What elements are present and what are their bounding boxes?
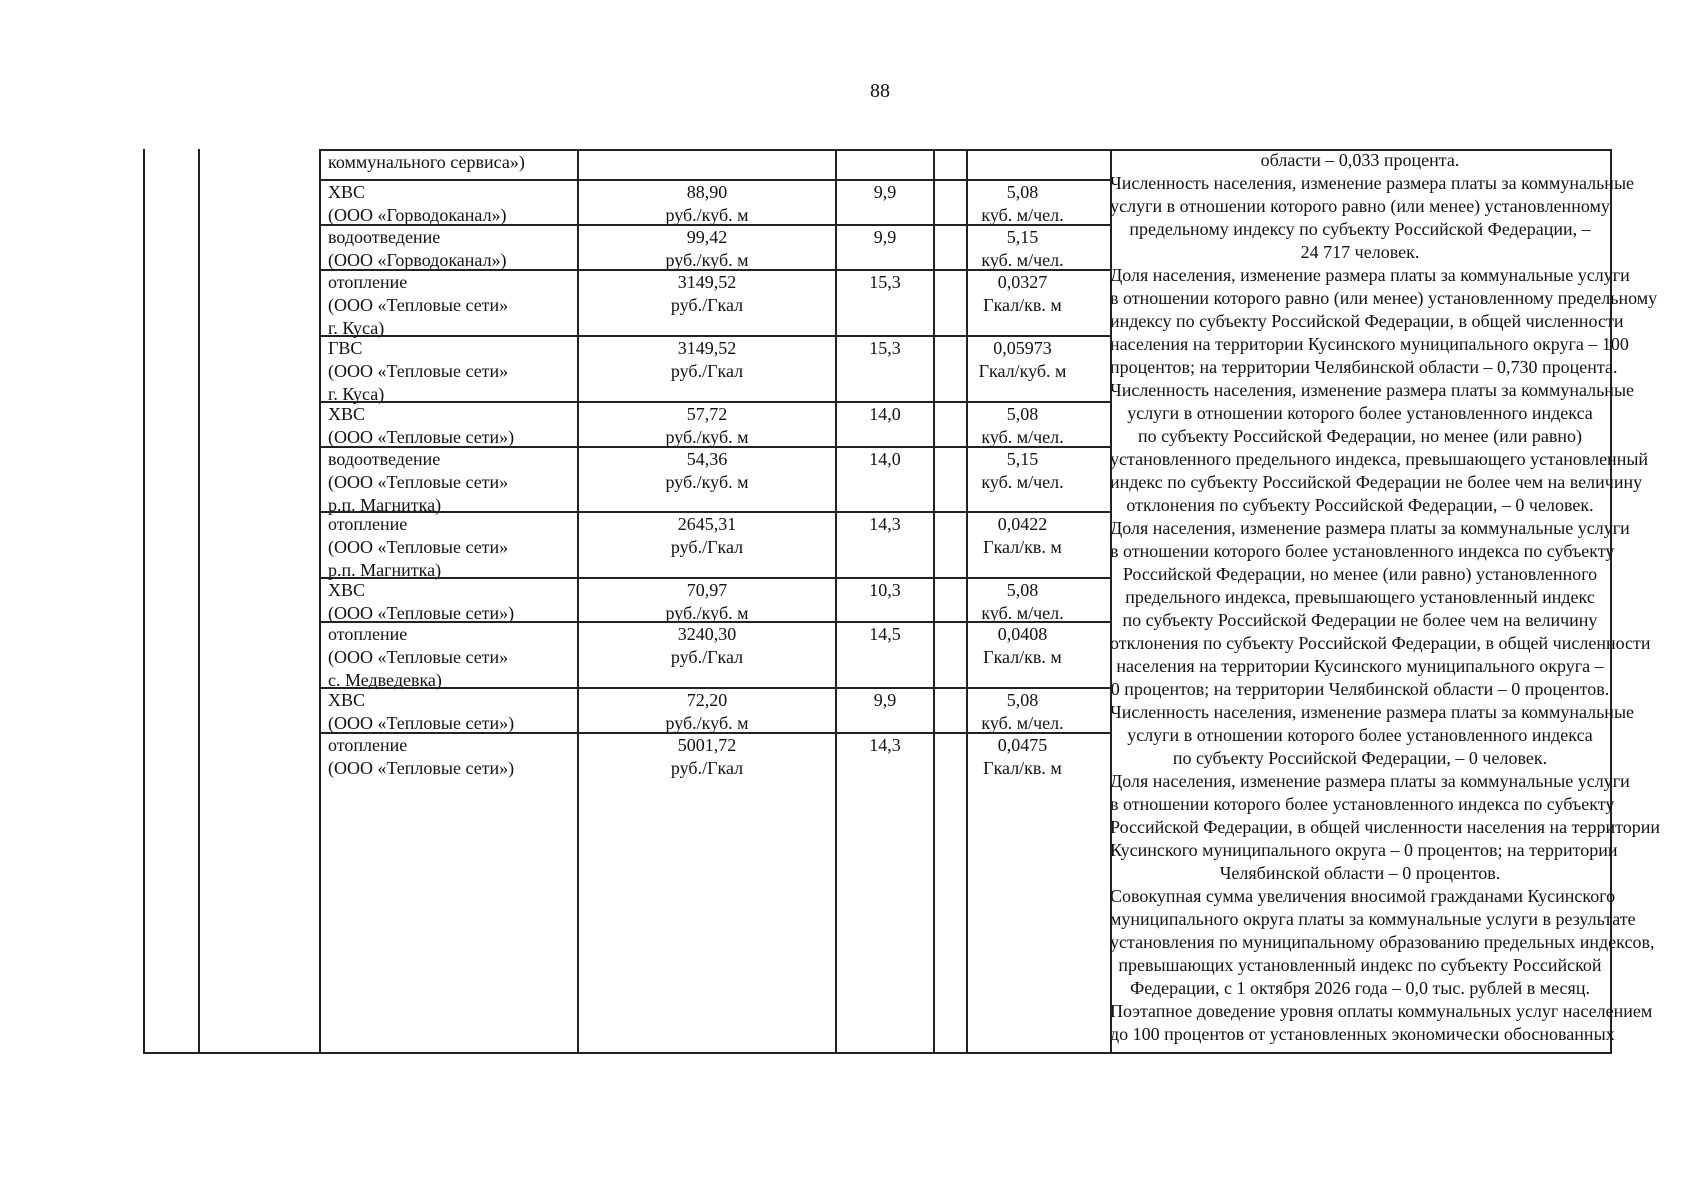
summary-text-line: населения на территории Кусинского муниципального округа – 100 <box>1110 334 1629 354</box>
cell-service <box>328 403 578 449</box>
table-border-bottom <box>143 1052 1612 1054</box>
service-line: р.п. Магнитка) <box>328 560 442 580</box>
norm-line: Гкал/кв. м <box>983 758 1062 778</box>
service-line: (ООО «Тепловые сети» <box>328 472 509 492</box>
summary-text-line: Доля населения, изменение размера платы за коммунальные услуги <box>1110 771 1630 791</box>
norm-line: Гкал/кв. м <box>983 647 1062 667</box>
summary-text-line: Челябинской области – 0 процентов. <box>1219 863 1501 883</box>
cell-service <box>328 226 578 272</box>
service-line: отопление <box>328 272 408 292</box>
service-line: ХВС <box>328 404 366 424</box>
cell-norm <box>935 403 1110 449</box>
price-line: руб./куб. м <box>665 603 749 623</box>
price-line: руб./Гкал <box>670 295 744 315</box>
norm-line: Гкал/кв. м <box>983 537 1062 557</box>
cell-norm <box>935 513 1110 559</box>
summary-text-line: предельному индексу по субъекту Российской Федерации, – <box>1129 219 1591 239</box>
summary-text-line: установления по муниципальному образованию предельных индексов, <box>1110 932 1655 952</box>
price-line: 2645,31 <box>677 514 737 534</box>
summary-text-line: Доля населения, изменение размера платы за коммунальные услуги <box>1110 265 1630 285</box>
service-line: (ООО «Тепловые сети» <box>328 361 509 381</box>
price-line: руб./Гкал <box>670 647 744 667</box>
cell-service <box>328 734 578 780</box>
cell-service <box>328 271 578 340</box>
cell-norm <box>935 337 1110 383</box>
cell-norm <box>935 271 1110 317</box>
service-line: г. Куса) <box>328 384 385 404</box>
cell-price <box>579 403 835 449</box>
cell-service <box>328 337 578 406</box>
price-line: руб./куб. м <box>665 205 749 225</box>
norm-line: 0,0475 <box>997 735 1048 755</box>
service-line: отопление <box>328 514 408 534</box>
cell-index: 9,9 <box>873 690 897 710</box>
cell-norm <box>935 579 1110 625</box>
cell-price <box>579 271 835 317</box>
summary-text-line: 0 процентов; на территории Челябинской области – 0 процентов. <box>1110 679 1610 699</box>
cell-price <box>579 689 835 735</box>
service-line: (ООО «Тепловые сети») <box>328 603 515 623</box>
cell-service <box>328 623 578 692</box>
service-line: водоотведение <box>328 449 441 469</box>
summary-text-line: по субъекту Российской Федерации, – 0 человек. <box>1172 748 1548 768</box>
cell-price <box>579 579 835 625</box>
norm-line: 0,0408 <box>997 624 1048 644</box>
cell-price <box>579 181 835 227</box>
norm-line: Гкал/кв. м <box>983 295 1062 315</box>
cell-index: 15,3 <box>869 272 901 292</box>
summary-text-line: Совокупная сумма увеличения вносимой гражданами Кусинского <box>1110 886 1616 906</box>
cell-index: 14,3 <box>869 735 901 755</box>
summary-text-line: Поэтапное доведение уровня оплаты коммунальных услуг населением <box>1110 1001 1653 1021</box>
summary-text-line: Численность населения, изменение размера платы за коммунальные <box>1110 702 1635 722</box>
cell-service <box>328 181 578 227</box>
cell-index: 9,9 <box>873 227 897 247</box>
summary-text-line: муниципального округа платы за коммунальные услуги в результате <box>1110 909 1636 929</box>
cell-norm <box>935 623 1110 669</box>
summary-text-line: услуги в отношении которого равно (или менее) установленному <box>1110 196 1610 216</box>
column-divider <box>198 149 200 1054</box>
cell-service <box>328 151 578 174</box>
summary-text-line: в отношении которого более установленного индекса по субъекту <box>1110 794 1615 814</box>
cell-index: 14,3 <box>869 514 901 534</box>
norm-line: куб. м/чел. <box>981 603 1064 623</box>
cell-price <box>579 337 835 383</box>
column-divider <box>319 149 321 1054</box>
service-line: отопление <box>328 735 408 755</box>
service-line: водоотведение <box>328 227 441 247</box>
cell-service <box>328 579 578 625</box>
service-line: ХВС <box>328 580 366 600</box>
summary-text-line: области – 0,033 процента. <box>1260 150 1460 170</box>
service-line: (ООО «Тепловые сети») <box>328 713 515 733</box>
summary-text-line: предельного индекса, превышающего установленный индекс <box>1125 587 1595 607</box>
cell-norm <box>935 181 1110 227</box>
service-line: г. Куса) <box>328 318 385 338</box>
price-line: 5001,72 <box>677 735 737 755</box>
norm-line: 0,0422 <box>997 514 1048 534</box>
norm-line: 5,08 <box>1006 182 1039 202</box>
service-line: с. Медведевка) <box>328 670 442 690</box>
service-line: (ООО «Горводоканал») <box>328 205 507 225</box>
cell-index: 14,0 <box>869 404 901 424</box>
cell-price <box>579 513 835 559</box>
cell-norm <box>935 689 1110 735</box>
norm-line: куб. м/чел. <box>981 713 1064 733</box>
price-line: 99,42 <box>686 227 728 247</box>
service-line: ХВС <box>328 182 366 202</box>
summary-text-line: Федерации, с 1 октября 2026 года – 0,0 тыс. рублей в месяц. <box>1130 978 1590 998</box>
norm-line: 5,15 <box>1006 227 1039 247</box>
summary-text-line: Численность населения, изменение размера платы за коммунальные <box>1110 173 1635 193</box>
summary-text-line: услуги в отношении которого более установленного индекса <box>1127 403 1593 423</box>
service-line: ГВС <box>328 338 363 358</box>
summary-text-line: Доля населения, изменение размера платы за коммунальные услуги <box>1110 518 1630 538</box>
summary-text-line: отклонения по субъекту Российской Федерации, – 0 человек. <box>1126 495 1594 515</box>
service-line: коммунального сервиса») <box>328 152 525 172</box>
cell-norm <box>935 734 1110 780</box>
price-line: руб./куб. м <box>665 713 749 733</box>
norm-line: 0,0327 <box>997 272 1048 292</box>
cell-norm <box>935 448 1110 494</box>
summary-text-line: по субъекту Российской Федерации не более чем на величину <box>1122 610 1598 630</box>
cell-index: 15,3 <box>869 338 901 358</box>
service-line: (ООО «Тепловые сети» <box>328 295 509 315</box>
service-line: (ООО «Тепловые сети» <box>328 537 509 557</box>
cell-index: 14,0 <box>869 449 901 469</box>
service-line: ХВС <box>328 690 366 710</box>
summary-text-column <box>1110 149 1661 1046</box>
summary-text-line: превышающих установленный индекс по субъекту Российской <box>1118 955 1602 975</box>
norm-line: Гкал/куб. м <box>978 361 1067 381</box>
summary-text-line: отклонения по субъекту Российской Федерации, в общей численности <box>1110 633 1651 653</box>
summary-text-line: до 100 процентов от установленных экономически обоснованных <box>1110 1024 1615 1044</box>
price-line: 70,97 <box>686 580 728 600</box>
cell-index: 9,9 <box>873 182 897 202</box>
service-line: (ООО «Тепловые сети») <box>328 427 515 447</box>
norm-line: 5,15 <box>1006 449 1039 469</box>
price-line: 3149,52 <box>677 272 737 292</box>
summary-text-line: в отношении которого равно (или менее) установленному предельному <box>1110 288 1658 308</box>
cell-price <box>579 448 835 494</box>
cell-norm <box>935 226 1110 272</box>
summary-text-line: по субъекту Российской Федерации, но менее (или равно) <box>1138 426 1582 446</box>
price-line: руб./Гкал <box>670 361 744 381</box>
summary-text-line: Российской Федерации, но менее (или равно) установленного <box>1122 564 1598 584</box>
summary-text-line: услуги в отношении которого более установленного индекса <box>1127 725 1593 745</box>
page-number: 88 <box>870 80 890 102</box>
service-line: (ООО «Тепловые сети») <box>328 758 515 778</box>
tariff-table <box>143 149 1661 1054</box>
price-line: руб./куб. м <box>665 427 749 447</box>
summary-text-line: индексу по субъекту Российской Федерации, в общей численности <box>1110 311 1624 331</box>
summary-text-line: Численность населения, изменение размера платы за коммунальные <box>1110 380 1635 400</box>
summary-text-line: процентов; на территории Челябинской области – 0,730 процента. <box>1110 357 1618 377</box>
cell-price <box>579 623 835 669</box>
service-line: р.п. Магнитка) <box>328 495 442 515</box>
summary-text-line: населения на территории Кусинского муниципального округа – <box>1116 656 1604 676</box>
cell-price <box>579 734 835 780</box>
cell-service <box>328 513 578 582</box>
norm-line: 0,05973 <box>993 338 1052 358</box>
norm-line: куб. м/чел. <box>981 427 1064 447</box>
price-line: руб./куб. м <box>665 250 749 270</box>
price-line: 54,36 <box>686 449 728 469</box>
norm-line: куб. м/чел. <box>981 205 1064 225</box>
table-border-left <box>143 149 145 1054</box>
service-line: (ООО «Тепловые сети» <box>328 647 509 667</box>
norm-line: 5,08 <box>1006 580 1039 600</box>
service-line: отопление <box>328 624 408 644</box>
summary-text-line: установленного предельного индекса, превышающего установленный <box>1110 449 1649 469</box>
summary-text-line: Кусинского муниципального округа – 0 процентов; на территории <box>1110 840 1618 860</box>
norm-line: куб. м/чел. <box>981 472 1064 492</box>
price-line: руб./Гкал <box>670 758 744 778</box>
norm-line: 5,08 <box>1006 404 1039 424</box>
service-line: (ООО «Горводоканал») <box>328 250 507 270</box>
summary-text-line: 24 717 человек. <box>1300 242 1420 262</box>
cell-index: 10,3 <box>869 580 901 600</box>
price-line: руб./куб. м <box>665 472 749 492</box>
price-line: 3149,52 <box>677 338 737 358</box>
price-line: 3240,30 <box>677 624 737 644</box>
summary-text-line: Российской Федерации, в общей численности населения на территории <box>1110 817 1661 837</box>
cell-service <box>328 689 578 735</box>
price-line: 72,20 <box>686 690 728 710</box>
price-line: 57,72 <box>686 404 728 424</box>
price-line: руб./Гкал <box>670 537 744 557</box>
norm-line: 5,08 <box>1006 690 1039 710</box>
cell-service <box>328 448 578 517</box>
cell-index: 14,5 <box>869 624 901 644</box>
summary-text-line: индекс по субъекту Российской Федерации не более чем на величину <box>1110 472 1643 492</box>
norm-line: куб. м/чел. <box>981 250 1064 270</box>
cell-price <box>579 226 835 272</box>
price-line: 88,90 <box>686 182 728 202</box>
summary-text-line: в отношении которого более установленного индекса по субъекту <box>1110 541 1615 561</box>
